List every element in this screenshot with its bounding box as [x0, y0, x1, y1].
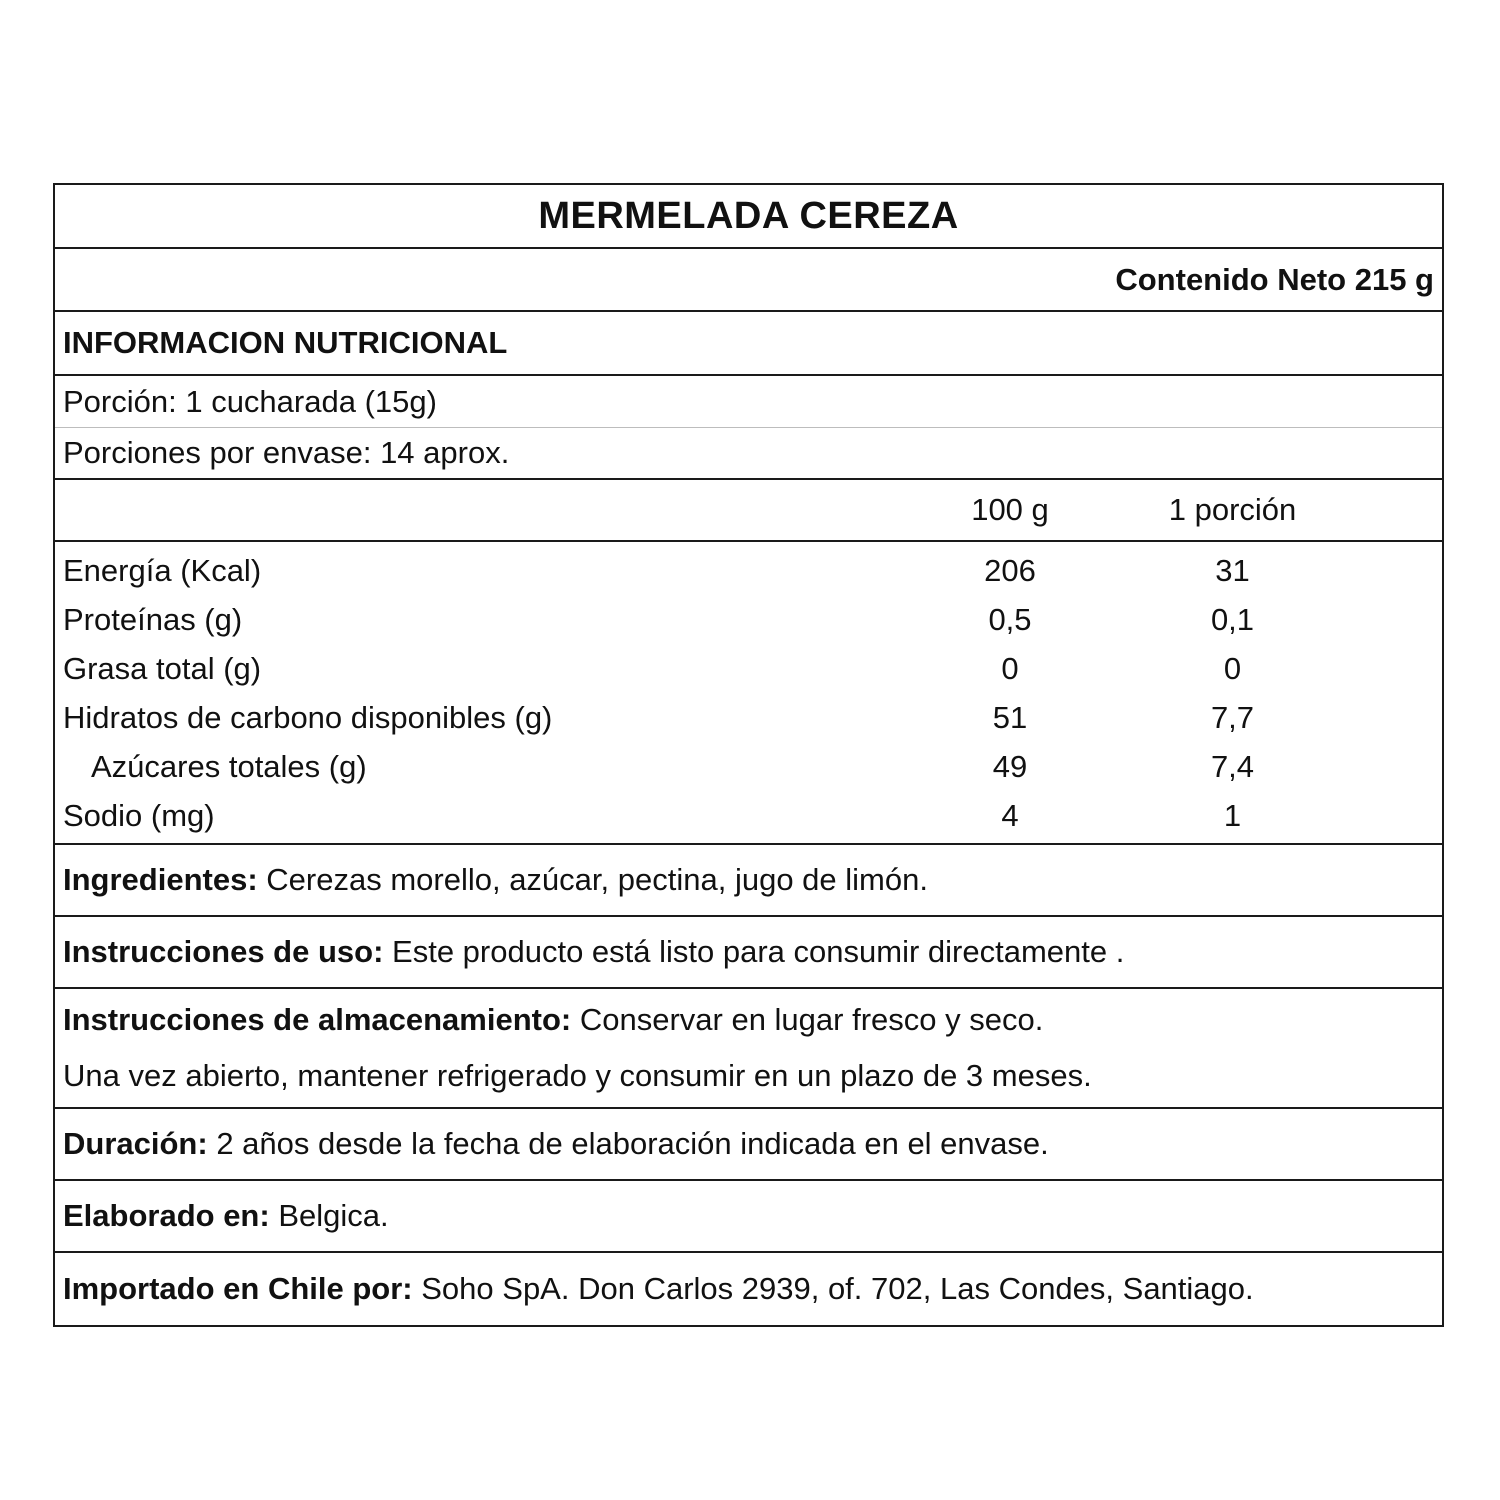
- storage-text: Conservar en lugar fresco y seco.: [579, 1002, 1044, 1037]
- table-row: [55, 693, 1442, 742]
- nutrition-heading: INFORMACION NUTRICIONAL: [63, 325, 508, 360]
- table-row: [55, 595, 1442, 644]
- servings-per-container: Porciones por envase: 14 aprox.: [63, 435, 510, 470]
- usage-label: Instrucciones de uso:: [63, 934, 384, 969]
- product-title: MERMELADA CEREZA: [538, 194, 959, 237]
- importer-row: [55, 1253, 1442, 1325]
- ingredients-label: Ingredientes:: [63, 862, 258, 897]
- table-row: [55, 644, 1442, 693]
- storage-line-2: [63, 1048, 1092, 1104]
- nutrient-per-portion: 1: [1223, 797, 1242, 833]
- nutrition-columns-header: [55, 480, 1442, 542]
- product-title-row: [55, 185, 1442, 249]
- duration-label: Duración:: [63, 1126, 208, 1161]
- table-row: [55, 546, 1442, 595]
- nutrition-label: [53, 183, 1444, 1327]
- nutrient-name: Sodio (mg): [63, 797, 215, 833]
- made-in-label: Elaborado en:: [63, 1198, 270, 1233]
- serving-size: Porción: 1 cucharada (15g): [63, 383, 437, 419]
- servings-per-container-row: [55, 428, 1442, 480]
- usage-text: Este producto está listo para consumir directamente .: [392, 934, 1125, 969]
- storage-line-1: [63, 992, 1043, 1048]
- net-content: Contenido Neto 215 g: [1115, 261, 1434, 297]
- storage-label: Instrucciones de almacenamiento:: [63, 1002, 572, 1037]
- net-content-row: [55, 249, 1442, 312]
- ingredients-row: [55, 845, 1442, 917]
- usage-row: [55, 917, 1442, 989]
- nutrient-per-portion: 7,7: [1210, 699, 1255, 735]
- nutrition-table: [55, 542, 1442, 845]
- nutrient-name: Energía (Kcal): [63, 552, 262, 588]
- nutrient-name: Hidratos de carbono disponibles (g): [63, 699, 553, 735]
- nutrient-name: Grasa total (g): [63, 650, 262, 686]
- nutrient-per-portion: 0: [1223, 650, 1242, 686]
- duration-text: 2 años desde la fecha de elaboración indicada en el envase.: [216, 1126, 1049, 1161]
- nutrient-per-100g: 4: [1001, 797, 1019, 833]
- table-row: [55, 791, 1442, 840]
- nutrient-per-100g: 206: [984, 552, 1036, 588]
- importer-text: Soho SpA. Don Carlos 2939, of. 702, Las Condes, Santiago.: [421, 1271, 1254, 1306]
- ingredients-text: Cerezas morello, azúcar, pectina, jugo de limón.: [266, 862, 928, 897]
- nutrient-per-100g: 0,5: [988, 601, 1032, 637]
- nutrient-per-portion: 0,1: [1210, 601, 1255, 637]
- nutrient-per-portion: 7,4: [1210, 748, 1255, 784]
- table-row: [55, 742, 1442, 791]
- storage-row: [55, 989, 1442, 1109]
- importer-label: Importado en Chile por:: [63, 1271, 413, 1306]
- nutrient-per-portion: 31: [1215, 552, 1250, 588]
- nutrition-heading-row: [55, 312, 1442, 376]
- nutrient-per-100g: 49: [992, 748, 1028, 784]
- column-header-portion: 1 porción: [1168, 492, 1297, 527]
- nutrient-name: Azúcares totales (g): [91, 748, 367, 784]
- nutrient-per-100g: 51: [992, 699, 1028, 735]
- serving-row: [55, 376, 1442, 428]
- storage-text-2: Una vez abierto, mantener refrigerado y consumir en un plazo de 3 meses.: [63, 1058, 1092, 1093]
- nutrient-name: Proteínas (g): [63, 601, 243, 637]
- made-in-text: Belgica.: [278, 1198, 389, 1233]
- nutrient-per-100g: 0: [1001, 650, 1019, 686]
- duration-row: [55, 1109, 1442, 1181]
- column-header-100g: 100 g: [971, 492, 1049, 527]
- made-in-row: [55, 1181, 1442, 1253]
